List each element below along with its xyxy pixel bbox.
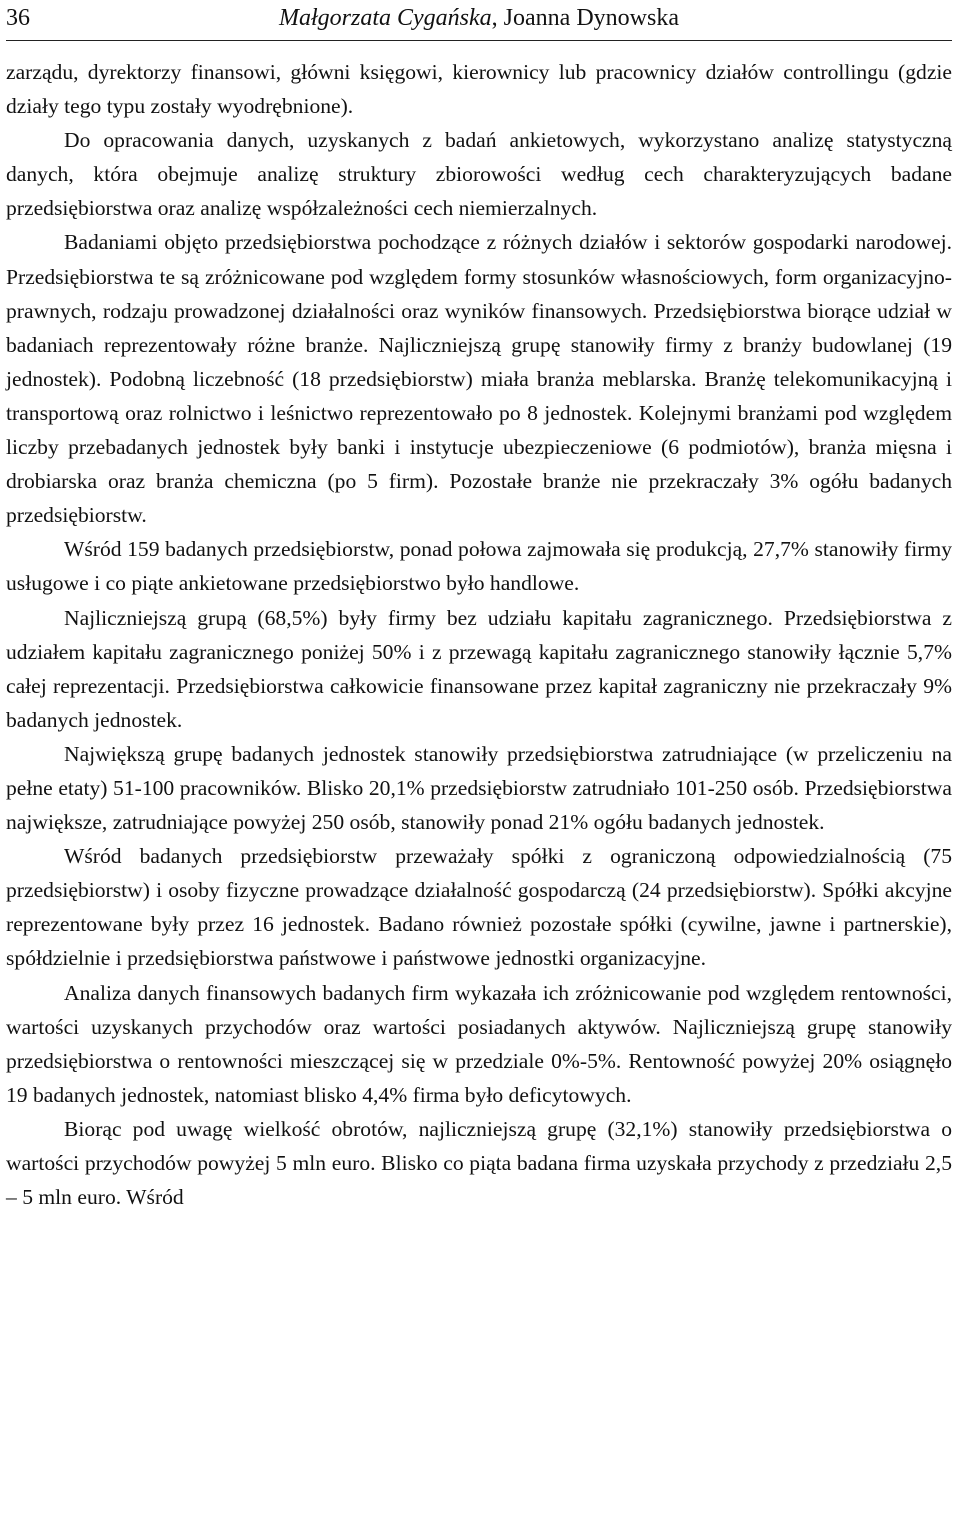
running-header: [6, 0, 952, 41]
paragraph-continuation: zarządu, dyrektorzy finansowi, główni księgowi, kierownicy lub pracownicy działów controllingu (gdzie działy tego typu zostały wyodrębnione).: [6, 60, 952, 119]
paragraph-profitability: Analiza danych finansowych badanych firm wykazała ich zróżnicowanie pod względem rentowności, wartości uzyskanych przychodów oraz wartości posiadanych aktywów. Najliczniejszą grupę stanowiły przedsiębiorstwa o rentowności mieszczącej się w przedziale 0%-5%. Rentowność powyżej 20% osiągnęło 19 badanych jednostek, natomiast blisko 4,4% firma było deficytowych.: [6, 980, 952, 1107]
author-name-italic: Małgorzata Cygańska: [279, 5, 492, 31]
document-page: [6, 0, 952, 1214]
paragraph-legal-form: Wśród badanych przedsiębiorstw przeważały spółki z ograniczoną odpowiedzialnością (75 przedsiębiorstw) i osoby fizyczne prowadzące działalność gospodarczą (24 przedsiębiorstw). Spółki akcyjne reprezentowane były przez 16 jednostek. Badano również pozostałe spółki (cywilne, jawne i partnerskie), spółdzielnie i przedsiębiorstwa państwowe i państwowe jednostki organizacyjne.: [6, 844, 952, 971]
paragraph-methodology: Do opracowania danych, uzyskanych z badań ankietowych, wykorzystano analizę statystyczną danych, która obejmuje analizę struktury zbiorowości według cech charakteryzujących badane przedsiębiorstwa oraz analizę współzależności cech niemierzalnych.: [6, 128, 952, 221]
paragraph-activity-type: Wśród 159 badanych przedsiębiorstw, ponad połowa zajmowała się produkcją, 27,7% stanowiły firmy usługowe i co piąte ankietowane przedsiębiorstwo było handlowe.: [6, 537, 952, 596]
body-text: [6, 55, 952, 1214]
paragraph-employment: Największą grupę badanych jednostek stanowiły przedsiębiorstwa zatrudniające (w przeliczeniu na pełne etaty) 51-100 pracowników. Blisko 20,1% przedsiębiorstw zatrudniało 101-250 osób. Przedsiębiorstwa największe, zatrudniające powyżej 250 osób, stanowiły ponad 21% ogółu badanych jednostek.: [6, 741, 952, 835]
paragraph-sample-sectors: Badaniami objęto przedsiębiorstwa pochodzące z różnych działów i sektorów gospodarki narodowej. Przedsiębiorstwa te są zróżnicowane pod względem formy stosunków własnościowych, form organizacyjno-prawnych, rodzaju prowadzonej działalności oraz wyników finansowych. Przedsiębiorstwa biorące udział w badaniach reprezentowały różne branże. Najliczniejszą grupę stanowiły firmy z branży budowlanej (19 jednostek). Podobną liczebność (18 przedsiębiorstw) miała branża meblarska. Branżę telekomunikacyjną i transportową oraz rolnictwo i leśnictwo reprezentowało po 8 jednostek. Kolejnymi branżami pod względem liczby przebadanych jednostek były banki i instytucje ubezpieczeniowe (6 podmiotów), branża mięsna i drobiarska oraz branża chemiczna (po 5 firm). Pozostałe branże nie przekraczały 3% ogółu badanych przedsiębiorstw.: [6, 230, 952, 528]
paragraph-foreign-capital: Najliczniejszą grupą (68,5%) były firmy bez udziału kapitału zagranicznego. Przedsiębiorstwa z udziałem kapitału zagranicznego poniżej 50% i z przewagą kapitału zagranicznego stanowiły łącznie 5,7% całej reprezentacji. Przedsiębiorstwa całkowicie finansowane przez kapitał zagraniczny nie przekraczały 9% badanych jednostek.: [6, 605, 952, 732]
running-title-authors: [6, 3, 952, 33]
author-name-plain: , Joanna Dynowska: [491, 5, 679, 31]
paragraph-turnover: Biorąc pod uwagę wielkość obrotów, najliczniejszą grupę (32,1%) stanowiły przedsiębiorstwa o wartości przychodów powyżej 5 mln euro. Blisko co piąta badana firma uzyskała przychody z przedziału 2,5 – 5 mln euro. Wśród: [6, 1116, 952, 1210]
page-number: 36: [6, 5, 30, 31]
